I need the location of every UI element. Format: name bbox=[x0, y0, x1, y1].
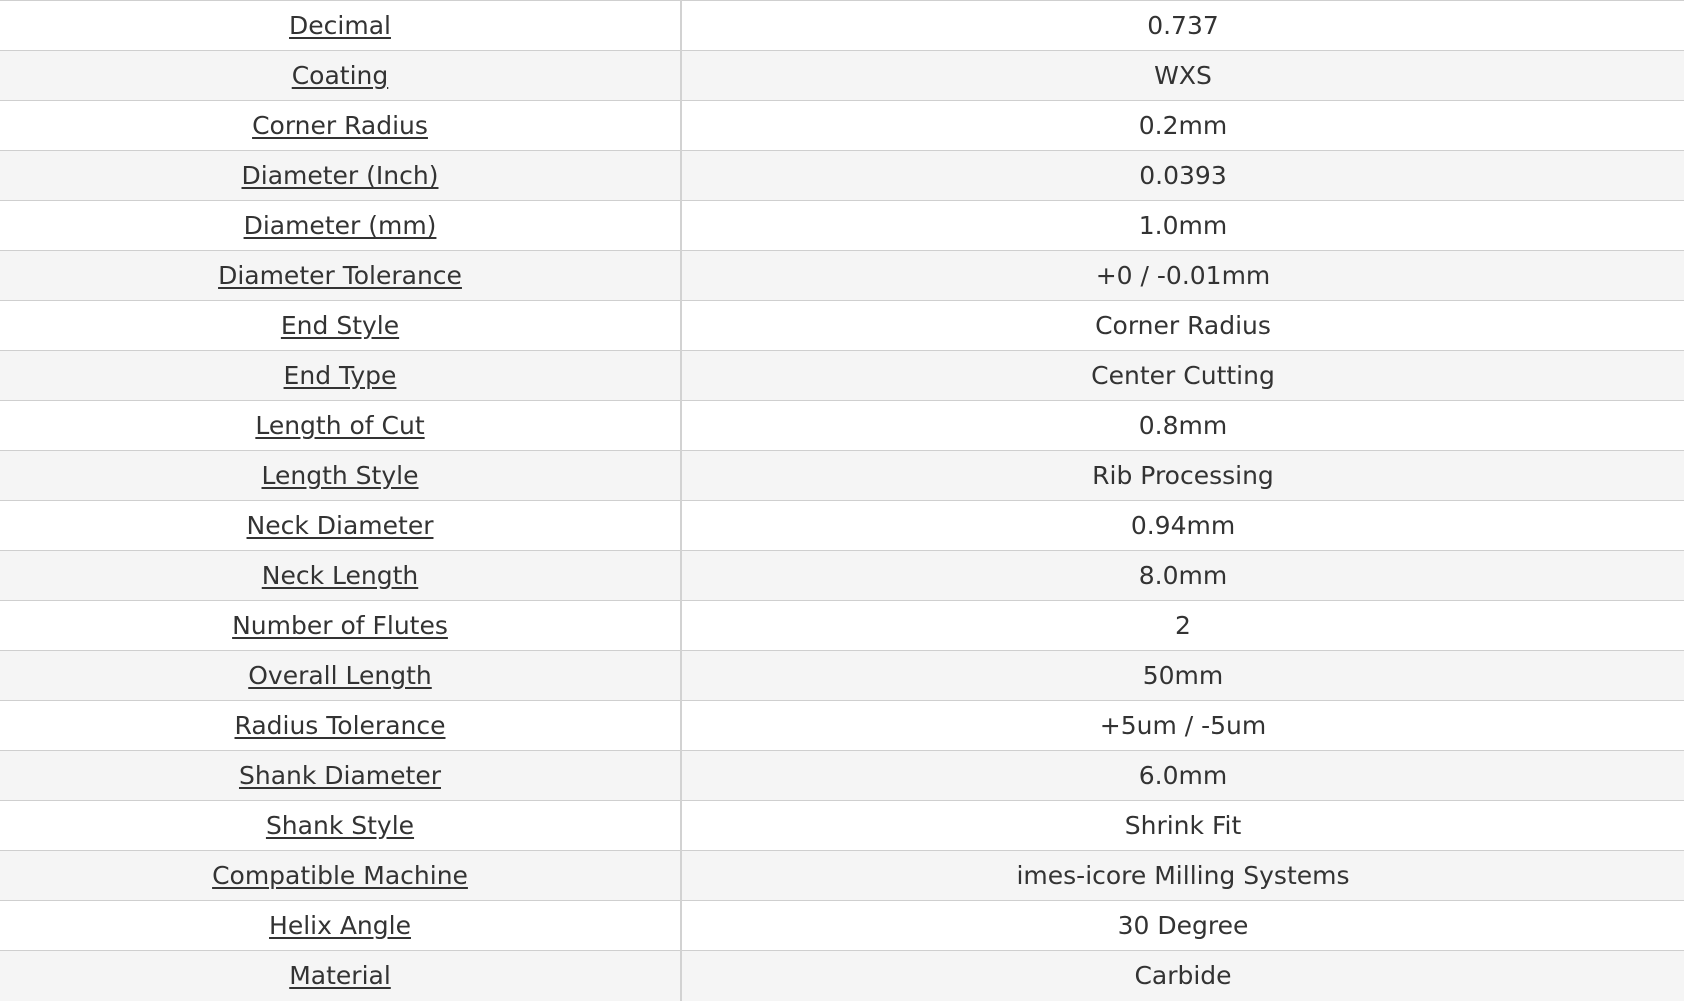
spec-label-link-diameter-mm[interactable]: Diameter (mm) bbox=[243, 211, 437, 240]
spec-table-body bbox=[0, 1, 1684, 1001]
spec-label-link-overall-length[interactable]: Overall Length bbox=[248, 661, 432, 690]
spec-label-cell bbox=[0, 651, 681, 701]
spec-value-helix-angle: 30 Degree bbox=[681, 901, 1684, 951]
spec-label-cell bbox=[0, 401, 681, 451]
spec-label-link-length-of-cut[interactable]: Length of Cut bbox=[255, 411, 425, 440]
spec-label-link-corner-radius[interactable]: Corner Radius bbox=[252, 111, 428, 140]
spec-label-cell bbox=[0, 51, 681, 101]
spec-value-compatible-machine: imes-icore Milling Systems bbox=[681, 851, 1684, 901]
spec-label-cell bbox=[0, 901, 681, 951]
spec-value-coating: WXS bbox=[681, 51, 1684, 101]
spec-value-material: Carbide bbox=[681, 951, 1684, 1001]
spec-row bbox=[0, 151, 1684, 201]
spec-row bbox=[0, 101, 1684, 151]
spec-row bbox=[0, 901, 1684, 951]
spec-row bbox=[0, 801, 1684, 851]
spec-label-cell bbox=[0, 751, 681, 801]
spec-value-end-style: Corner Radius bbox=[681, 301, 1684, 351]
spec-label-cell bbox=[0, 951, 681, 1001]
spec-value-number-of-flutes: 2 bbox=[681, 601, 1684, 651]
spec-value-end-type: Center Cutting bbox=[681, 351, 1684, 401]
spec-row bbox=[0, 251, 1684, 301]
spec-label-link-neck-length[interactable]: Neck Length bbox=[261, 561, 419, 590]
spec-row bbox=[0, 501, 1684, 551]
spec-label-cell bbox=[0, 801, 681, 851]
spec-label-cell bbox=[0, 851, 681, 901]
spec-row bbox=[0, 551, 1684, 601]
spec-label-link-end-type[interactable]: End Type bbox=[283, 361, 397, 390]
spec-value-radius-tolerance: +5um / -5um bbox=[681, 701, 1684, 751]
spec-label-link-helix-angle[interactable]: Helix Angle bbox=[269, 911, 411, 940]
spec-label-cell bbox=[0, 451, 681, 501]
spec-value-shank-diameter: 6.0mm bbox=[681, 751, 1684, 801]
spec-row bbox=[0, 851, 1684, 901]
spec-label-link-length-style[interactable]: Length Style bbox=[261, 461, 419, 490]
spec-row bbox=[0, 451, 1684, 501]
spec-label-link-end-style[interactable]: End Style bbox=[280, 311, 400, 340]
spec-label-link-radius-tolerance[interactable]: Radius Tolerance bbox=[234, 711, 446, 740]
spec-label-link-diameter-inch[interactable]: Diameter (Inch) bbox=[241, 161, 439, 190]
spec-value-diameter-tolerance: +0 / -0.01mm bbox=[681, 251, 1684, 301]
spec-value-corner-radius: 0.2mm bbox=[681, 101, 1684, 151]
spec-row bbox=[0, 751, 1684, 801]
spec-label-cell bbox=[0, 251, 681, 301]
spec-label-link-shank-diameter[interactable]: Shank Diameter bbox=[238, 761, 441, 790]
spec-value-overall-length: 50mm bbox=[681, 651, 1684, 701]
spec-label-cell bbox=[0, 201, 681, 251]
spec-label-cell bbox=[0, 151, 681, 201]
spec-value-decimal: 0.737 bbox=[681, 1, 1684, 51]
spec-label-cell bbox=[0, 701, 681, 751]
spec-label-cell bbox=[0, 101, 681, 151]
spec-row bbox=[0, 201, 1684, 251]
spec-value-shank-style: Shrink Fit bbox=[681, 801, 1684, 851]
spec-row bbox=[0, 701, 1684, 751]
spec-label-cell bbox=[0, 551, 681, 601]
spec-row bbox=[0, 51, 1684, 101]
spec-value-length-of-cut: 0.8mm bbox=[681, 401, 1684, 451]
spec-label-link-diameter-tolerance[interactable]: Diameter Tolerance bbox=[218, 261, 462, 290]
spec-label-link-compatible-machine[interactable]: Compatible Machine bbox=[212, 861, 468, 890]
spec-label-cell bbox=[0, 301, 681, 351]
spec-row bbox=[0, 351, 1684, 401]
spec-value-diameter-inch: 0.0393 bbox=[681, 151, 1684, 201]
spec-value-length-style: Rib Processing bbox=[681, 451, 1684, 501]
spec-row bbox=[0, 1, 1684, 51]
spec-row bbox=[0, 651, 1684, 701]
spec-label-cell bbox=[0, 501, 681, 551]
spec-value-neck-length: 8.0mm bbox=[681, 551, 1684, 601]
spec-label-link-decimal[interactable]: Decimal bbox=[289, 11, 391, 40]
spec-row bbox=[0, 601, 1684, 651]
spec-row bbox=[0, 401, 1684, 451]
spec-label-cell bbox=[0, 601, 681, 651]
spec-label-cell bbox=[0, 351, 681, 401]
spec-row bbox=[0, 301, 1684, 351]
spec-row bbox=[0, 951, 1684, 1001]
spec-value-diameter-mm: 1.0mm bbox=[681, 201, 1684, 251]
spec-label-link-shank-style[interactable]: Shank Style bbox=[265, 811, 415, 840]
spec-label-link-neck-diameter[interactable]: Neck Diameter bbox=[246, 511, 434, 540]
spec-label-cell bbox=[0, 1, 681, 51]
spec-label-link-coating[interactable]: Coating bbox=[291, 61, 389, 90]
spec-value-neck-diameter: 0.94mm bbox=[681, 501, 1684, 551]
spec-label-link-material[interactable]: Material bbox=[289, 961, 391, 991]
spec-label-link-number-of-flutes[interactable]: Number of Flutes bbox=[232, 611, 448, 640]
